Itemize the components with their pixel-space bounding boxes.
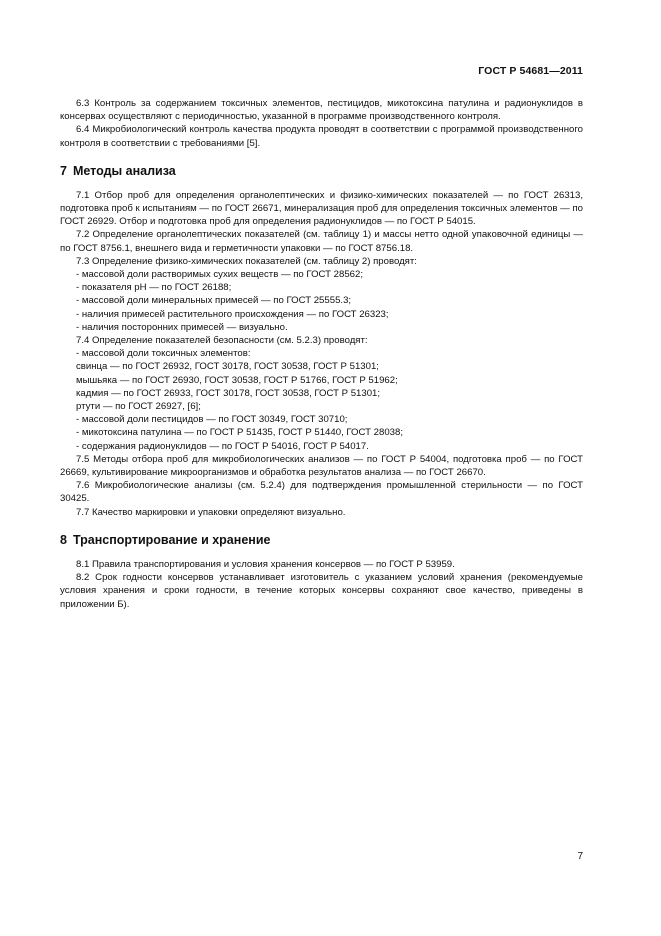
paragraph: - наличия примесей растительного происхождения — по ГОСТ 26323;: [76, 308, 389, 320]
document-id-header: ГОСТ Р 54681—2011: [478, 65, 583, 77]
section-title: Транспортирование и хранение: [72, 532, 271, 547]
paragraph: 7.1 Отбор проб для определения органолептических и физико-химических показателей — по ГОСТ 26313, подготовка проб к испытаниям — по ГОСТ 26671, минерализация проб для определения токсичных элементов — по ГОСТ 26929. Отбор и подготовка проб для определения радионуклидов — по ГОСТ Р 54015.: [60, 189, 583, 228]
paragraph: 8.1 Правила транспортирования и условия хранения консервов — по ГОСТ Р 53959.: [76, 558, 455, 570]
section-6-continuation: [60, 97, 583, 150]
paragraph: 7.6 Микробиологические анализы (см. 5.2.4) для подтверждения промышленной стерильности — по ГОСТ 30425.: [60, 480, 583, 505]
paragraph: 6.3 Контроль за содержанием токсичных элементов, пестицидов, микотоксина патулина и радионуклидов в консервах осуществляют с периодичностью, указанной в программе производственного контроля.: [60, 98, 583, 123]
paragraph: 8.2 Срок годности консервов устанавливает изготовитель с указанием условий хранения (рекомендуемые условия хранения и сроки годности, в течение которых консервы сохраняют свое качество, приведены в приложении Б).: [60, 572, 583, 610]
paragraph: - показателя рН — по ГОСТ 26188;: [76, 282, 232, 294]
paragraph: - микотоксина патулина — по ГОСТ Р 51435, ГОСТ Р 51440, ГОСТ 28038;: [76, 427, 403, 439]
paragraph: мышьяка — по ГОСТ 26930, ГОСТ 30538, ГОСТ Р 51766, ГОСТ Р 51962;: [76, 374, 398, 386]
section-number: 8: [60, 532, 67, 547]
paragraph: 7.7 Качество маркировки и упаковки определяют визуально.: [76, 506, 346, 518]
paragraph: - массовой доли токсичных элементов:: [76, 348, 251, 360]
paragraph: 7.3 Определение физико-химических показателей (см. таблицу 2) проводят:: [76, 255, 417, 267]
section-8-heading: [60, 533, 583, 548]
paragraph: - наличия посторонних примесей — визуально.: [76, 321, 288, 333]
document-body: [60, 97, 583, 611]
section-7-body: [60, 189, 583, 519]
paragraph: кадмия — по ГОСТ 26933, ГОСТ 30178, ГОСТ 30538, ГОСТ Р 51301;: [76, 387, 381, 399]
section-number: 7: [60, 163, 67, 178]
document-page: [60, 0, 583, 936]
paragraph: 6.4 Микробиологический контроль качества продукта проводят в соответствии с программой производственного контроля в соответствии с требованиями [5].: [60, 124, 583, 149]
section-7-heading: [60, 164, 583, 179]
paragraph: 7.2 Определение органолептических показателей (см. таблицу 1) и массы нетто одной упаковочной единицы — по ГОСТ 8756.1, внешнего вида и герметичности упаковки — по ГОСТ 8756.18.: [60, 229, 583, 254]
paragraph: 7.4 Определение показателей безопасности (см. 5.2.3) проводят:: [76, 335, 368, 347]
paragraph: - содержания радионуклидов — по ГОСТ Р 54016, ГОСТ Р 54017.: [76, 440, 369, 452]
paragraph: ртути — по ГОСТ 26927, [6];: [76, 401, 201, 413]
section-8-body: [60, 558, 583, 611]
paragraph: - массовой доли пестицидов — по ГОСТ 30349, ГОСТ 30710;: [76, 414, 348, 426]
paragraph: - массовой доли растворимых сухих веществ — по ГОСТ 28562;: [76, 269, 364, 281]
page-number: 7: [577, 851, 583, 862]
section-title: Методы анализа: [72, 163, 176, 178]
paragraph: - массовой доли минеральных примесей — по ГОСТ 25555.3;: [76, 295, 352, 307]
paragraph: 7.5 Методы отбора проб для микробиологических анализов — по ГОСТ Р 54004, подготовка проб — по ГОСТ 26669, культивирование микроорганизмов и обработка результатов анализа — по ГОСТ 26670.: [60, 453, 583, 479]
paragraph: свинца — по ГОСТ 26932, ГОСТ 30178, ГОСТ 30538, ГОСТ Р 51301;: [76, 361, 379, 373]
